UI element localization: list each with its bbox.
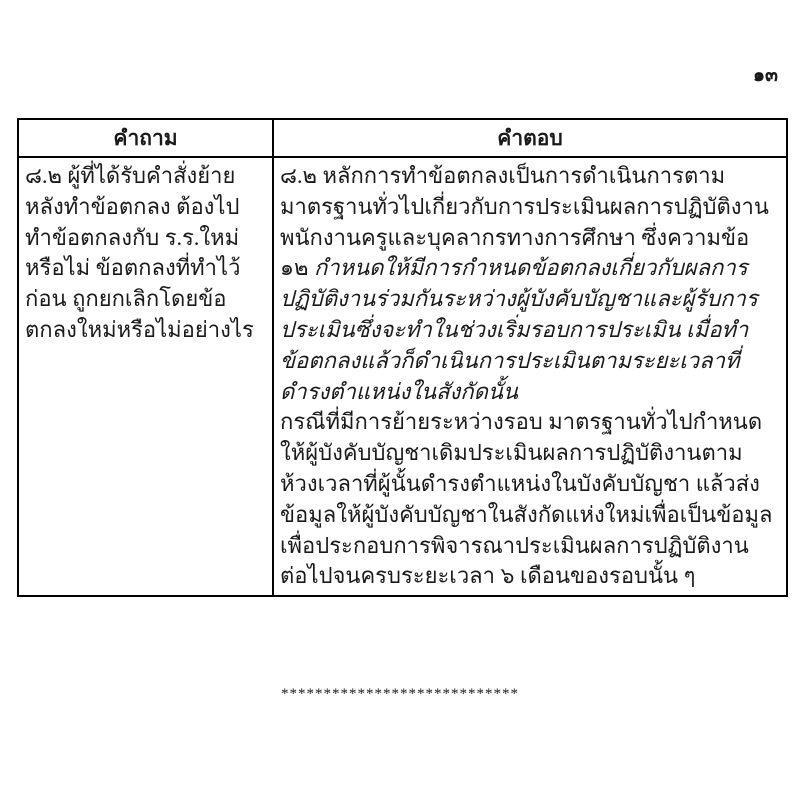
answer-cell: [273, 157, 787, 596]
answer-paragraph-2: กรณีที่มีการย้ายระหว่างรอบ มาตรฐานทั่วไปกำหนดให้ผู้บังคับบัญชาเดิมประเมินผลการปฏิบัติงานตามห้วงเวลาที่ผู้นั้นดำรงตำแหน่งในบังคับบัญชา แล้วส่งข้อมูลให้ผู้บังคับบัญชาในสังกัดแห่งใหม่เพื่อเป็นข้อมูลเพื่อประกอบการพิจารณาประเมินผลการปฏิบัติงานต่อไปจนครบระยะเวลา ๖ เดือนของรอบนั้น ๆ: [280, 409, 773, 589]
answer-paragraph-1: [280, 161, 776, 407]
table-header-row: [18, 119, 787, 157]
question-column-header: คำถาม: [18, 119, 273, 157]
qa-table: [17, 118, 788, 597]
answer-column-header: คำตอบ: [273, 119, 787, 157]
page-number: ๑๓: [752, 65, 778, 86]
question-text: ๘.๒ ผู้ที่ได้รับคำสั่งย้ายหลังทำข้อตกลง ต้องไปทำข้อตกลงกับ ร.ร.ใหม่หรือไม่ ข้อตกลงที่ทำไว้ก่อน ถูกยกเลิกโดยข้อตกลงใหม่หรือไม่อย่างไร: [25, 163, 254, 342]
answer-p1-italic-text: กำหนดให้มีการกำหนดข้อตกลงเกี่ยวกับผลการปฏิบัติงานร่วมกันระหว่างผู้บังคับบัญชาและผู้รับการประเมินซึ่งจะทำในช่วงเริ่มรอบการประเมิน เมื่อทำข้อตกลงแล้วก็ดำเนินการประเมินตามระยะเวลาที่ดำรงตำแหน่งในสังกัดนั้น: [280, 255, 758, 404]
footer-asterisk-divider: ****************************: [281, 686, 519, 702]
question-cell: [18, 157, 273, 596]
table-row: [18, 157, 787, 596]
answer-p1-normal-text: ๘.๒ หลักการทำข้อตกลงเป็นการดำเนินการตามมาตรฐานทั่วไปเกี่ยวกับการประเมินผลการปฏิบัติงานพนักงานครูและบุคลากรทางการศึกษา ซึ่งความข้อ ๑๒: [280, 163, 769, 281]
